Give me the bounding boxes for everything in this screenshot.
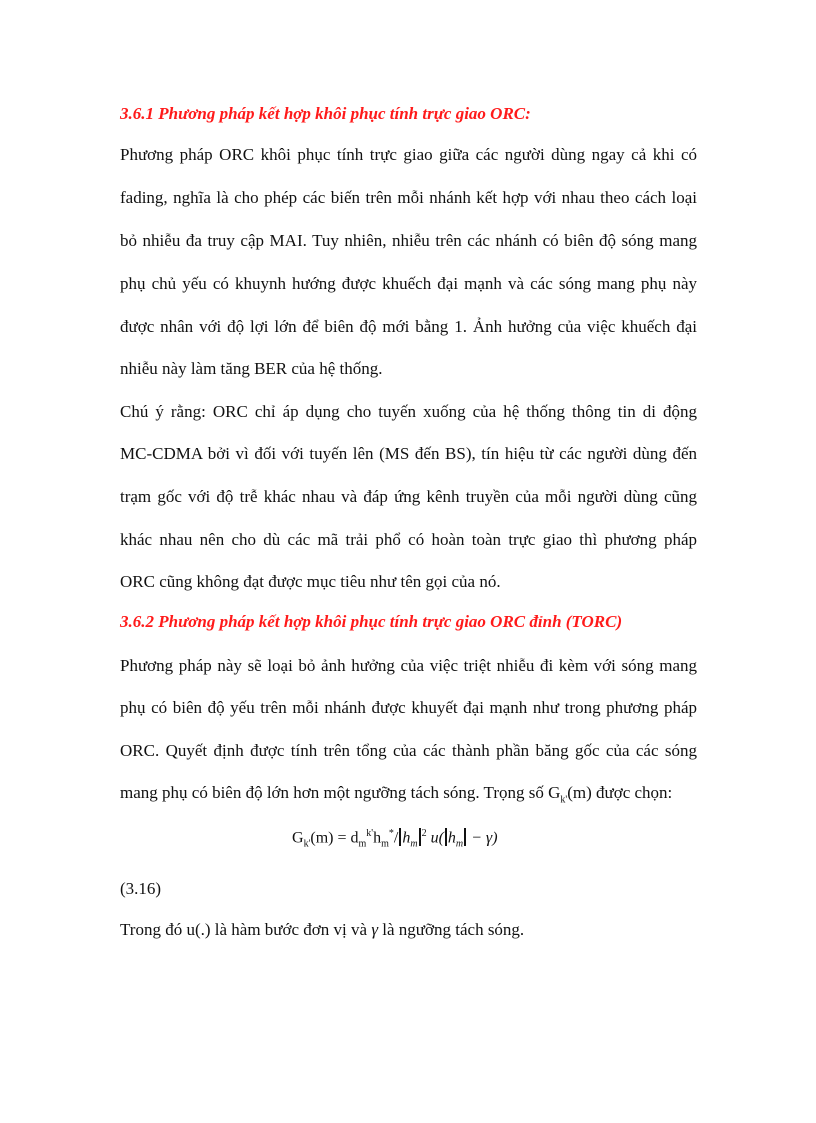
formula-g: G	[292, 829, 304, 847]
paragraph-line-weight	[120, 783, 672, 810]
paragraph-line: phụ có biên độ yếu trên mỗi nhánh được khuyết đại mạnh như trong phương pháp	[120, 698, 697, 717]
equation-3-16	[292, 828, 498, 850]
formula-square: 2	[421, 828, 427, 839]
formula-k-sup: k'	[366, 828, 374, 839]
paragraph-line: nhiễu này làm tăng BER của hệ thống.	[120, 359, 383, 378]
formula-h: h	[373, 829, 382, 847]
note-line: MC-CDMA bởi vì đối với tuyến lên (MS đến BS), tín hiệu từ các người dùng đến	[120, 444, 697, 463]
note-line: trạm gốc với độ trễ khác nhau và đáp ứng kênh truyền của mỗi người dùng cũng	[120, 487, 697, 506]
formula-minus-gamma: − γ)	[467, 829, 498, 847]
note-line: ORC cũng không đạt được mục tiêu như tên gọi của nó.	[120, 572, 501, 591]
weight-subscript: k'	[560, 794, 568, 806]
paragraph-line: bỏ nhiễu đa truy cập MAI. Tuy nhiên, nhiễu trên các nhánh có biên độ sóng mang	[120, 231, 697, 250]
closing-line	[120, 920, 524, 940]
formula-lhs: (m) = d	[310, 829, 359, 847]
closing-text-tail: là ngưỡng tách sóng.	[378, 920, 525, 939]
section-heading-3-6-2: 3.6.2 Phương pháp kết hợp khôi phục tính trực giao ORC đỉnh (TORC)	[120, 612, 623, 631]
abs-bar-right-2	[464, 828, 466, 846]
abs-bar-left-2	[445, 828, 447, 846]
paragraph-line: được nhân với độ lợi lớn để biên độ mới bằng 1. Ảnh hưởng của việc khuếch đại	[120, 317, 697, 336]
formula-m-ital: m	[410, 838, 418, 850]
paragraph-line-tail: (m) được chọn:	[567, 783, 673, 802]
paragraph-line: fading, nghĩa là cho phép các biến trên mỗi nhánh kết hợp với nhau theo cách loại	[120, 188, 697, 207]
equation-number: (3.16)	[120, 879, 162, 898]
gamma-symbol: γ	[371, 920, 379, 939]
paragraph-line: Phương pháp ORC khôi phục tính trực giao giữa các người dùng ngay cả khi có	[120, 145, 697, 164]
formula-star: *	[388, 828, 394, 839]
note-line: khác nhau nên cho dù các mã trải phổ có hoàn toàn trực giao thì phương pháp	[120, 530, 697, 549]
formula-h-ital: h	[402, 829, 411, 847]
formula-m-sub: m	[358, 838, 367, 850]
paragraph-line: ORC. Quyết định được tính trên tổng của các thành phần băng gốc của các sóng	[120, 741, 697, 760]
paragraph-line: Phương pháp này sẽ loại bỏ ảnh hưởng của việc triệt nhiễu đi kèm với sóng mang	[120, 656, 697, 675]
formula-k-sub: k'	[303, 838, 311, 850]
formula-m-sub-2: m	[381, 838, 389, 850]
formula-slash: /	[393, 829, 399, 847]
note-line: Chú ý rằng: ORC chỉ áp dụng cho tuyến xuống của hệ thống thông tin di động	[120, 402, 697, 421]
formula-h-ital-2: h	[447, 829, 456, 847]
paragraph-line: phụ chủ yếu có khuynh hướng được khuếch đại mạnh và các sóng mang phụ này	[120, 274, 697, 293]
paragraph-line-text: mang phụ có biên độ lớn hơn một ngưỡng tách sóng. Trọng số G	[120, 783, 561, 802]
formula-u: u(	[430, 829, 444, 847]
section-heading-3-6-1: 3.6.1 Phương pháp kết hợp khôi phục tính trực giao ORC:	[120, 104, 531, 123]
abs-bar-right	[419, 828, 421, 846]
closing-text: Trong đó u(.) là hàm bước đơn vị và	[120, 920, 372, 939]
formula-m-ital-2: m	[455, 838, 464, 850]
